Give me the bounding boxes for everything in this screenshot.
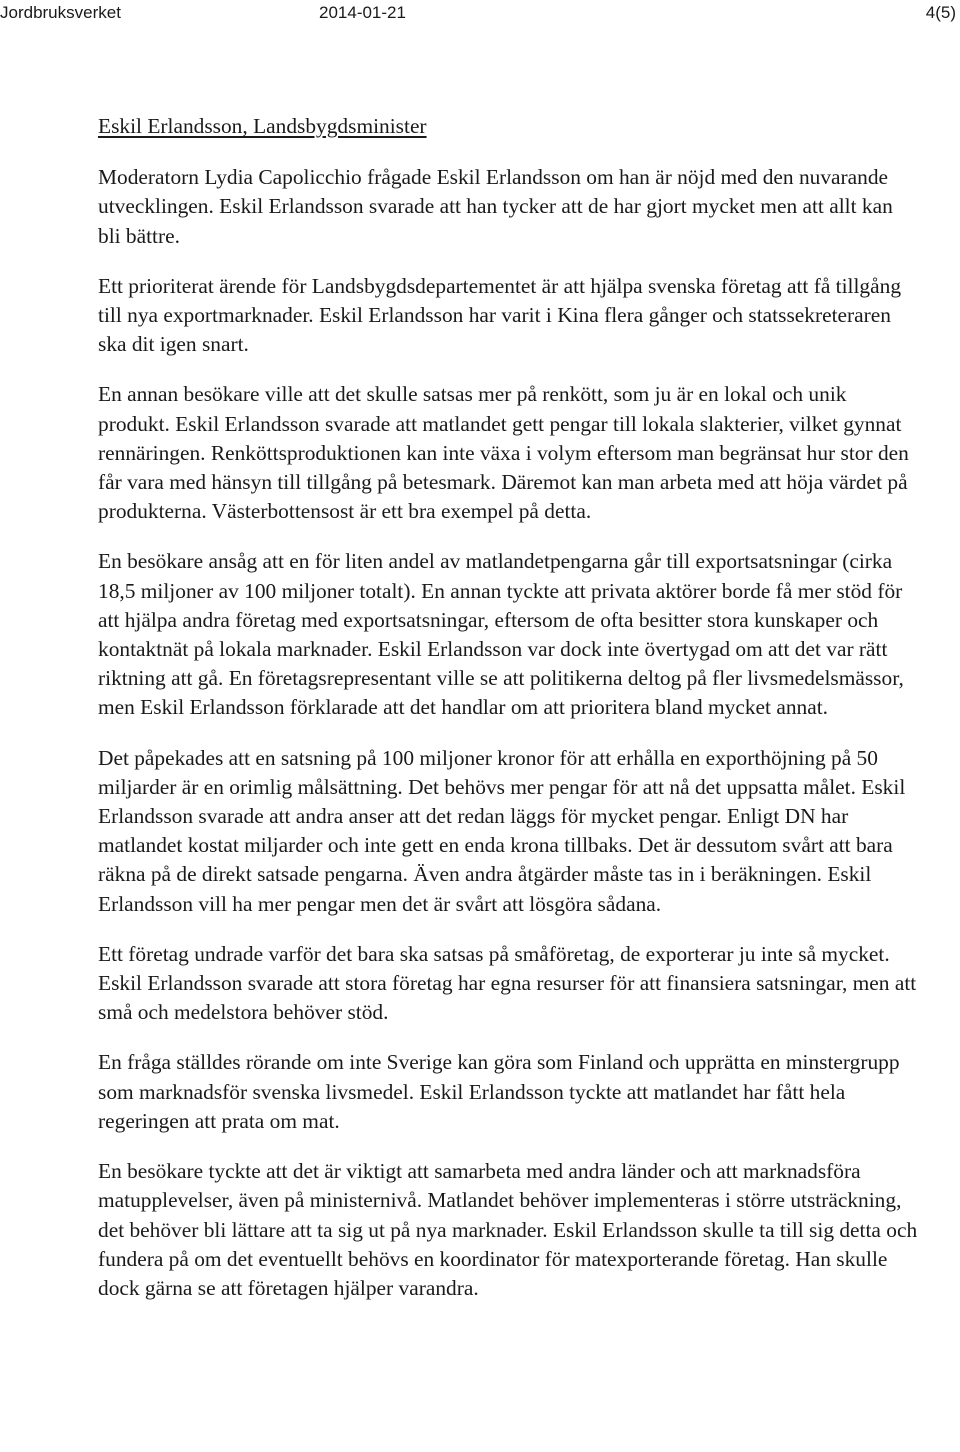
paragraph: Moderatorn Lydia Capolicchio frågade Eskil Erlandsson om han är nöjd med den nuvarande utvecklingen. Eskil Erlandsson svarade att han tycker att de har gjort mycket men att allt kan bli bättre. — [98, 165, 893, 248]
paragraph: En besökare ansåg att en för liten andel av matlandetpengarna går till exportsatsningar (cirka 18,5 miljoner av 100 miljoner totalt). En annan tyckte att privata aktörer borde få mer stöd för att hjälpa andra företag med exportsatsningar, eftersom de ofta besitter stora kunskaper och kontaktnät på lokala marknader. Eskil Erlandsson var dock inte övertygad om att det var rätt riktning att gå. En företagsrepresentant ville se att politikerna deltog på fler livsmedelsmässor, men Eskil Erlandsson förklarade att det handlar om att prioritera bland mycket annat. — [98, 549, 904, 720]
paragraph: En annan besökare ville att det skulle satsas mer på renkött, som ju är en lokal och unik produkt. Eskil Erlandsson svarade att matlandet gett pengar till lokala slakterier, vilket gynnat rennäringen. Renköttsproduktionen kan inte växa i volym eftersom man begränsat hur stor den får vara med hänsyn till tillgång på betesmark. Däremot kan man arbeta med att höja värdet på produkterna. Västerbottensost är ett bra exempel på detta. — [98, 382, 909, 524]
header-date: 2014-01-21 — [319, 3, 406, 22]
section-heading: Eskil Erlandsson, Landsbygdsminister — [98, 114, 427, 138]
paragraph: Ett prioriterat ärende för Landsbygdsdepartementet är att hjälpa svenska företag att få tillgång till nya exportmarknader. Eskil Erlandsson har varit i Kina flera gånger och statssekreteraren ska dit igen snart. — [98, 273, 902, 357]
paragraph: Ett företag undrade varför det bara ska satsas på småföretag, de exporterar ju inte så mycket. Eskil Erlandsson svarade att stora företag har egna resurser för att finansiera satsningar, men att små och medelstora behöver stöd. — [98, 941, 917, 1025]
page-header — [0, 0, 960, 26]
header-page-number: 4(5) — [925, 3, 956, 22]
paragraph: En besökare tyckte att det är viktigt att samarbeta med andra länder och att marknadsföra matupplevelser, även på ministernivå. Matlandet behöver implementeras i större utsträckning, det behöver bli lättare att ta sig ut på nya marknader. Eskil Erlandsson skulle ta till sig detta och fundera på om det eventuellt behövs en koordinator för matexporterande företag. Han skulle dock gärna se att företagen hjälper varandra. — [98, 1159, 918, 1300]
paragraph: Det påpekades att en satsning på 100 miljoner kronor för att erhålla en exporthöjning på 50 miljarder är en orimlig målsättning. Det behövs mer pengar för att nå det uppsatta målet. Eskil Erlandsson svarade att andra anser att det redan läggs för mycket pengar. Enligt DN har matlandet kostat miljarder och inte gett en enda krona tillbaks. Det är dessutom svårt att bara räkna på de direkt satsade pengarna. Även andra åtgärder måste tas in i beräkningen. Eskil Erlandsson vill ha mer pengar men det är svårt att lösgöra sådana. — [98, 745, 906, 916]
document-body — [98, 112, 918, 1324]
header-organization: Jordbruksverket — [0, 3, 121, 22]
paragraph: En fråga ställdes rörande om inte Sverige kan göra som Finland och upprätta en minstergrupp som marknadsför svenska livsmedel. Eskil Erlandsson tyckte att matlandet har fått hela regeringen att prata om mat. — [98, 1050, 900, 1133]
